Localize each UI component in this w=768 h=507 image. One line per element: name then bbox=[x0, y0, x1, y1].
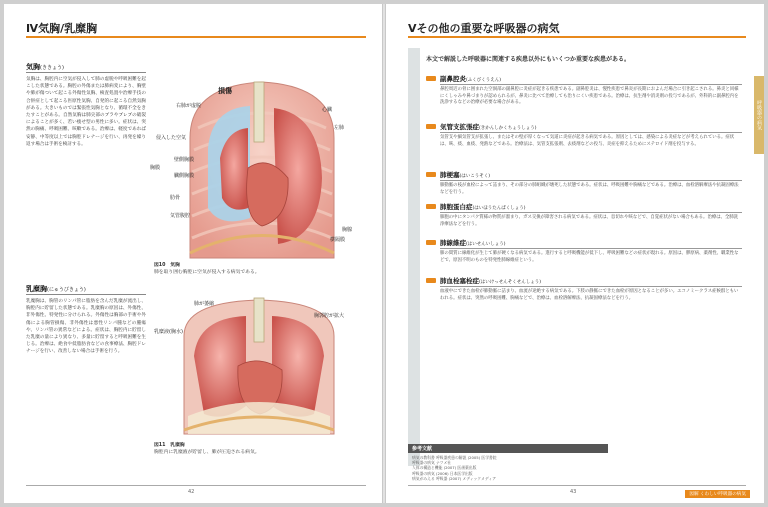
pneumothorax-rule bbox=[26, 72, 146, 73]
disease-rule bbox=[440, 132, 742, 133]
disease-item bbox=[426, 202, 742, 242]
disease-text: 気管支や細気管支が拡張し、またはその壁が厚くなって気道に炎症が起きる病気である。原因としては、感染による炎症などが考えられている。症状は、咳、痰、血痰、発熱などである。治療法は、気管支拡張剤、去痰剤などの投与、炎症を抑えるためにステロイド剤を投与する。 bbox=[440, 135, 735, 147]
pneumothorax-heading: 気胸(ききょう) bbox=[26, 63, 64, 71]
disease-title: 肺胞蛋白症(はいほうたんぱくしょう) bbox=[440, 203, 526, 211]
fig11-label: 胸郭腔が拡大 bbox=[314, 313, 345, 319]
disease-rule bbox=[440, 286, 742, 287]
fig10-label: 左肺 bbox=[334, 125, 345, 131]
disease-item bbox=[426, 122, 742, 172]
fig10-label: 壁側胸膜 bbox=[174, 157, 195, 163]
fig10-label: 胸膜 bbox=[150, 165, 161, 171]
orange-marker-icon bbox=[426, 172, 436, 177]
reference-item: 呼吸器の病気 (2006) 日本医学出版 bbox=[412, 470, 473, 476]
disease-title: 肺線維症(はいせんいしょう) bbox=[440, 239, 506, 247]
disease-item bbox=[426, 238, 742, 278]
disease-rule bbox=[440, 84, 742, 85]
disease-text: 血液中にできた血栓が肺動脈に詰まり、血流が途絶する病気である。下肢の静脈にできた血栓が原因となることが多い。エコノミークラス症候群ともいわれる。症状は、突然の呼吸困難、胸痛などで、治療は、血栓溶解療法、抗凝固療法などを行う。 bbox=[440, 289, 739, 301]
fig10-label: 肋骨 bbox=[170, 195, 181, 201]
references-box bbox=[408, 444, 608, 483]
disease-text: 肺動脈の枝が血栓によって詰まり、その部分の肺組織が壊死した状態である。症状は、呼吸困難や胸痛などである。治療は、血栓溶解療法や抗凝固療法などを行う。 bbox=[440, 183, 739, 195]
disease-text: 肺の間質に線維化が生じて肺が硬くなる病気である。進行すると呼吸機能が低下し、呼吸困難などの症状が現れる。原因は、膠原病、薬剤性、職業性などで、原因不明のものを特発性肺線維症という。 bbox=[440, 251, 739, 263]
page-number-right: 43 bbox=[570, 489, 577, 495]
right-page bbox=[386, 4, 764, 503]
book-brand-label: 図解 くわしい呼吸器の病気 bbox=[685, 490, 750, 498]
reference-item: 呼吸器の病気 ナツメ社 bbox=[412, 460, 452, 466]
section-title-right: Ⅴその他の重要な呼吸器の病気 bbox=[408, 22, 560, 35]
disease-rule bbox=[440, 180, 742, 181]
fig10-label: 胸腺 bbox=[342, 227, 353, 233]
fig10-label: 気管腹腔 bbox=[170, 213, 191, 219]
disease-item bbox=[426, 276, 742, 322]
reference-item: 人体の構造と機能 (2007) 医歯薬出版 bbox=[412, 465, 477, 471]
disease-title: 副鼻腔炎(ふくびくうえん) bbox=[440, 75, 502, 83]
fig10-label: 右肺が虚脱 bbox=[176, 103, 202, 109]
disease-rule bbox=[440, 212, 742, 213]
reference-item: 病気がみえる 呼吸器 (2007) メディックメディア bbox=[412, 475, 496, 481]
disease-title: 気管支拡張症(きかんしかくちょうしょう) bbox=[440, 123, 537, 131]
footer-rule-right bbox=[408, 485, 746, 486]
chylothorax-text: 乳糜胸は、胸管のリンパ管に脂肪を含んだ乳糜が流出し、胸腔内に貯留した状態である。乳糜胸の原因は、外傷性、非外傷性、特発性に分けられる。外傷性は胸部の手術や外傷による胸管損傷、非外傷性は悪性リンパ腫などの腫瘍や、リンパ管の異常などによる。症状は、胸腔内に貯留した乳糜の量により異なり、多量に貯留すると呼吸困難を生じる。治療は、絶食や低脂肪食などの食事療法、胸腔ドレナージを行い、改善しない場合は手術を行う。 bbox=[26, 299, 146, 355]
fig10-title-label: 損傷 bbox=[218, 87, 232, 95]
section-title-left: Ⅳ気胸/乳糜胸 bbox=[26, 22, 98, 35]
grey-side-bar bbox=[408, 48, 420, 466]
chylothorax-heading: 乳糜胸(にゅうびきょう) bbox=[26, 285, 86, 293]
fig11-label: 乳糜液(胸水) bbox=[154, 329, 183, 335]
section-summary: 本文で解説した呼吸器に関連する疾患以外にもいくつか重要な疾患がある。 bbox=[426, 56, 631, 63]
disease-title: 肺血栓塞栓症(はいけっせんそくせんしょう) bbox=[440, 277, 542, 285]
fig11-caption: 図11 乳糜胸 胸腔内に乳糜液が貯留し、肺が圧迫される病気。 bbox=[154, 443, 260, 455]
references-heading: 参考文献 bbox=[408, 444, 608, 453]
orange-marker-icon bbox=[426, 278, 436, 283]
pneumothorax-text: 気胸は、胸腔内に空気が侵入して肺の虚脱や呼吸困難を起こした状態である。胸腔の外傷または肺病変により、胸壁や肺が傷ついて起こる外傷性気胸、検査処置や治療手技の合併症として起こる医原性気胸、自発的に起こる自然気胸がある。大きいものでは緊張性気胸となり、循環不全をきたすことがある。自然気胸は肺尖部のブラやブレブの破裂によることが多く、若い痩せ型の男性に多い。症状は、突然の胸痛、呼吸困難、咳嗽である。治療は、軽度であれば安静、中等度以上では胸腔ドレナージを行い、再発を繰り返す場合は手術を検討する。 bbox=[26, 77, 146, 147]
fig10-label: 侵入した空気 bbox=[156, 135, 187, 141]
section-rule-left bbox=[26, 36, 366, 38]
fig10-label: 横隔膜 bbox=[330, 237, 346, 243]
disease-title: 肺梗塞(はいこうそく) bbox=[440, 171, 491, 179]
chylothorax-rule bbox=[26, 294, 146, 295]
references-list bbox=[408, 453, 608, 483]
fig10-label: 臓側胸膜 bbox=[174, 173, 195, 179]
disease-text: 肺胞の中にタンパク質様の物質が溜まり、ガス交換が障害される病気である。症状は、息切れや咳などで、自覚症状がない場合もある。治療は、全肺洗浄療法などを行う。 bbox=[440, 215, 739, 227]
left-page bbox=[4, 4, 382, 503]
reference-item: 病気の教科書 呼吸器疾患の解説 (2005) 医学書院 bbox=[412, 455, 497, 460]
page-number-left: 42 bbox=[188, 489, 195, 495]
orange-marker-icon bbox=[426, 240, 436, 245]
fig11-label: 肺が萎縮 bbox=[194, 301, 215, 307]
disease-item bbox=[426, 74, 742, 124]
section-rule-right bbox=[408, 36, 746, 38]
orange-marker-icon bbox=[426, 124, 436, 129]
orange-marker-icon bbox=[426, 204, 436, 209]
disease-text: 鼻腔周辺の骨に囲まれた空洞部の副鼻腔に炎症が起きる疾患である。副鼻腔炎は、慢性疾患で鼻炎が長期におよんだ場合に引き起こされる。鼻炎と同様にくしゃみや鼻づまりが認められるが、鼻炎に比べて治療しても治りにくい疾患である。治療は、抗生剤や消炎剤の投与であるが、外科的に副鼻腔内を洗浄するなどの治療が必要な場合がある。 bbox=[440, 87, 739, 106]
fig10-label: 心臓 bbox=[322, 107, 333, 113]
footer-rule-left bbox=[26, 485, 366, 486]
fig10-caption: 図10 気胸 肺を取り囲む胸腔に空気が侵入する病気である。 bbox=[154, 263, 260, 275]
chapter-side-tab: 呼吸器の病気 bbox=[754, 76, 764, 154]
disease-rule bbox=[440, 248, 742, 249]
orange-marker-icon bbox=[426, 76, 436, 81]
